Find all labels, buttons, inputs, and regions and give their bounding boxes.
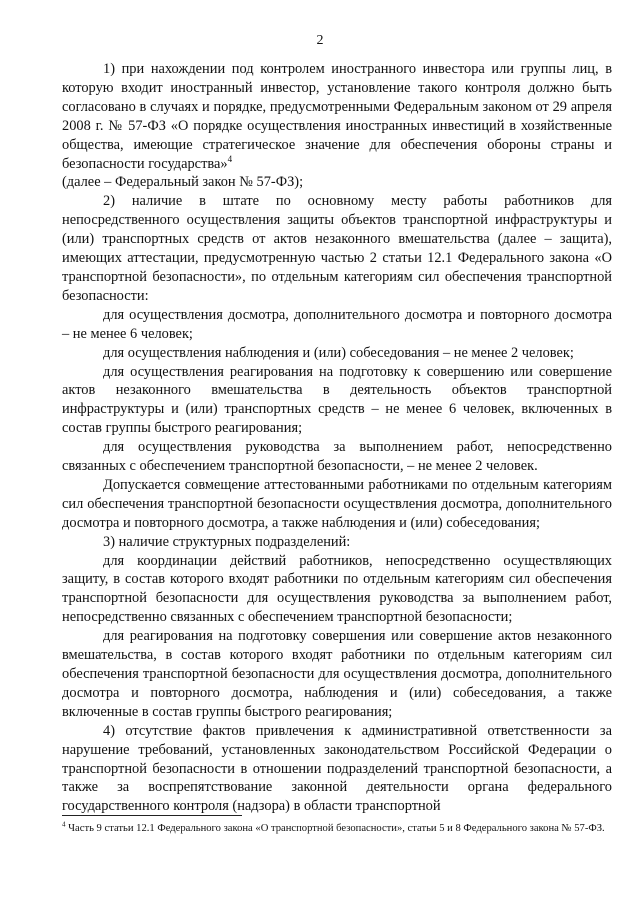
paragraph-text: 1) при нахождении под контролем иностранного инвестора или группы лиц, в которую входит иностранный инвестор, установление такого контроля должно быть согласовано в случаях и порядке, предусмотренными Федеральным законом от 29 апреля 2008 г. № 57-ФЗ «О порядке осуществления иностранных инвестиций в хозяйственные общества, имеющие стратегическое значение для обеспечения обороны страны и безопасности государства» [62,61,612,172]
paragraph-item-3: 3) наличие структурных подразделений: [103,533,351,550]
footnote [62,822,612,836]
paragraph-coordination-unit: для координации действий работников, непосредственно осуществляющих защиту, в состав которого входят работники по отдельным категориям сил обеспечения транспортной безопасности для осуществления руководства за выполнением работ, непосредственно связанных с обеспечением транспортной безопасности; [62,552,612,626]
footnote-divider [62,815,242,816]
paragraph-law-abbreviation: (далее – Федеральный закон № 57-ФЗ); [62,174,304,191]
paragraph-management-staff: для осуществления руководства за выполнением работ, непосредственно связанных с обеспечением транспортной безопасности, – не менее 2 человек. [62,439,612,475]
page-number: 2 [316,33,324,48]
paragraph-item-4: 4) отсутствие фактов привлечения к административной ответственности за нарушение требований, установленных законодательством Российской Федерации о транспортной безопасности в отношении подразделений транспортной безопасности, а также за воспрепятствование законной деятельности органа федерального государственного контроля (надзора) в области транспортной [62,722,612,815]
paragraph-response-staff: для осуществления реагирования на подготовку к совершению или совершение актов незаконного вмешательства в деятельность объектов транспортной инфраструктуры и (или) транспортных средств – не менее 6 человек, включенных в состав группы быстрого реагирования; [62,363,612,437]
paragraph-response-unit: для реагирования на подготовку совершения или совершение актов незаконного вмешательства, в состав которого входят работники по отдельным категориям сил обеспечения транспортной безопасности для осуществления досмотра, дополнительного досмотра и повторного досмотра, наблюдения и (или) собеседования, а также включенные в состав группы быстрого реагирования; [62,628,612,720]
paragraph-inspection-staff: для осуществления досмотра, дополнительного досмотра и повторного досмотра – не менее 6 человек; [62,306,612,342]
footnote-marker: 4 [62,820,66,829]
paragraph-observation-staff: для осуществления наблюдения и (или) собеседования – не менее 2 человек; [103,344,574,361]
paragraph-item-1 [62,60,612,173]
paragraph-item-2: 2) наличие в штате по основному месту работы работников для непосредственного осуществления защиты объектов транспортной инфраструктуры и (или) транспортных средств от актов незаконного вмешательства (далее – защита), имеющих аттестации, предусмотренную частью 2 статьи 12.1 Федерального закона «О транспортной безопасности», по отдельным категориям сил обеспечения транспортной безопасности: [62,193,612,304]
body-text [62,60,612,816]
paragraph-combination-allowed: Допускается совмещение аттестованными работниками по отдельным категориям сил обеспечения транспортной безопасности осуществления досмотра, дополнительного досмотра и повторного досмотра, а также наблюдения и (или) собеседования; [62,476,612,531]
footnote-reference: 4 [227,153,233,164]
footnote-text: Часть 9 статьи 12.1 Федерального закона «О транспортной безопасности», статьи 5 и 8 Федерального закона № 57-ФЗ. [68,823,605,834]
